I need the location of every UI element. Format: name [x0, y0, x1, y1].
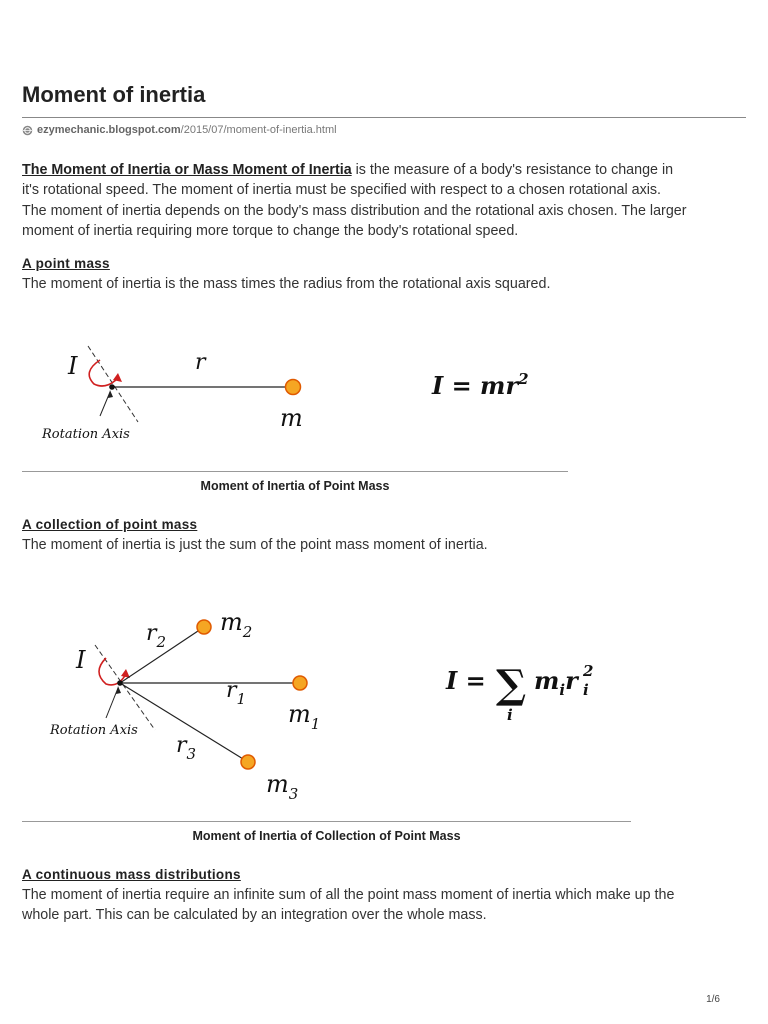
formula-point-mass-lhs: I = mr [432, 371, 519, 400]
rotation-arrow-icon [89, 360, 118, 386]
label-m3: $m_3$ [266, 770, 299, 803]
intro-line1: is the measure of a body's resistance to change in [351, 162, 674, 178]
formula-point-mass [431, 370, 529, 400]
label-m1: $m_1$ [288, 700, 321, 733]
label-m: m [280, 404, 303, 432]
figure1-rule [22, 471, 568, 472]
intro-line2: it's rotational speed. The moment of inertia must be specified with respect to a chosen rotational axis. [22, 182, 662, 199]
label-rotation-axis: Rotation Axis [42, 427, 130, 442]
label-m2: $m_2$ [220, 608, 253, 641]
heading-continuous: A continuous mass distributions [22, 867, 241, 882]
source-url[interactable] [22, 124, 337, 136]
formula-sum-index: i [507, 706, 513, 724]
rotation-axis-line [95, 645, 155, 730]
intro-lead: The Moment of Inertia or Mass Moment of Inertia [22, 162, 352, 178]
label-I: I [76, 646, 86, 674]
label-r: r [195, 350, 206, 375]
collection-text: The moment of inertia is just the sum of the point mass moment of inertia. [22, 537, 488, 553]
sigma-icon: ∑ [496, 661, 527, 708]
intro-paragraph [22, 160, 742, 241]
pivot-point [109, 384, 115, 390]
figure1-caption: Moment of Inertia of Point Mass [200, 479, 390, 493]
point-mass-diagram [30, 340, 550, 450]
source-path: /2015/07/moment-of-inertia.html [180, 124, 337, 136]
heading-collection: A collection of point mass [22, 517, 198, 532]
formula-collection-lhs: I = [446, 666, 486, 695]
pivot-point [117, 680, 123, 686]
point-mass-1 [293, 676, 307, 690]
formula-exp: 2 [583, 662, 594, 680]
title-divider [22, 117, 746, 118]
continuous-text [22, 885, 742, 926]
continuous-line2: whole part. This can be calculated by an integration over the whole mass. [22, 907, 487, 924]
page-title: Moment of inertia [22, 82, 206, 107]
heading-point-mass: A point mass [22, 256, 110, 271]
label-rotation-axis: Rotation Axis [50, 723, 138, 738]
axis-pointer [106, 688, 118, 718]
figure2-caption: Moment of Inertia of Collection of Point Mass [192, 829, 461, 843]
page-number: 1/6 [706, 994, 720, 1005]
point-mass-text: The moment of inertia is the mass times the radius from the rotational axis squared. [22, 276, 551, 292]
figure2-rule [22, 821, 631, 822]
continuous-line1: The moment of inertia require an infinite sum of all the point mass moment of inertia which make up the [22, 887, 675, 903]
axis-pointer [100, 392, 110, 416]
source-domain: ezymechanic.blogspot.com [37, 124, 181, 136]
globe-icon [22, 125, 33, 136]
intro-line4: moment of inertia requiring more torque to change the body's rotational speed. [22, 222, 519, 239]
intro-line3: The moment of inertia depends on the body's mass distribution and the rotational axis chosen. The larger [22, 202, 687, 219]
label-I: I [68, 352, 78, 380]
formula-exp-sub: i [583, 681, 589, 699]
rotation-arrow-icon [99, 658, 126, 685]
point-mass [286, 380, 301, 395]
point-mass-2 [197, 620, 211, 634]
label-r1: $r_1$ [226, 678, 247, 708]
formula-collection [445, 661, 593, 724]
formula-point-mass-exp: 2 [518, 370, 529, 388]
collection-diagram [40, 600, 620, 805]
formula-term: $m_ir$ [534, 666, 578, 699]
label-r3: $r_3$ [176, 733, 197, 763]
point-mass-3 [241, 755, 255, 769]
label-r2: $r_2$ [146, 621, 167, 651]
